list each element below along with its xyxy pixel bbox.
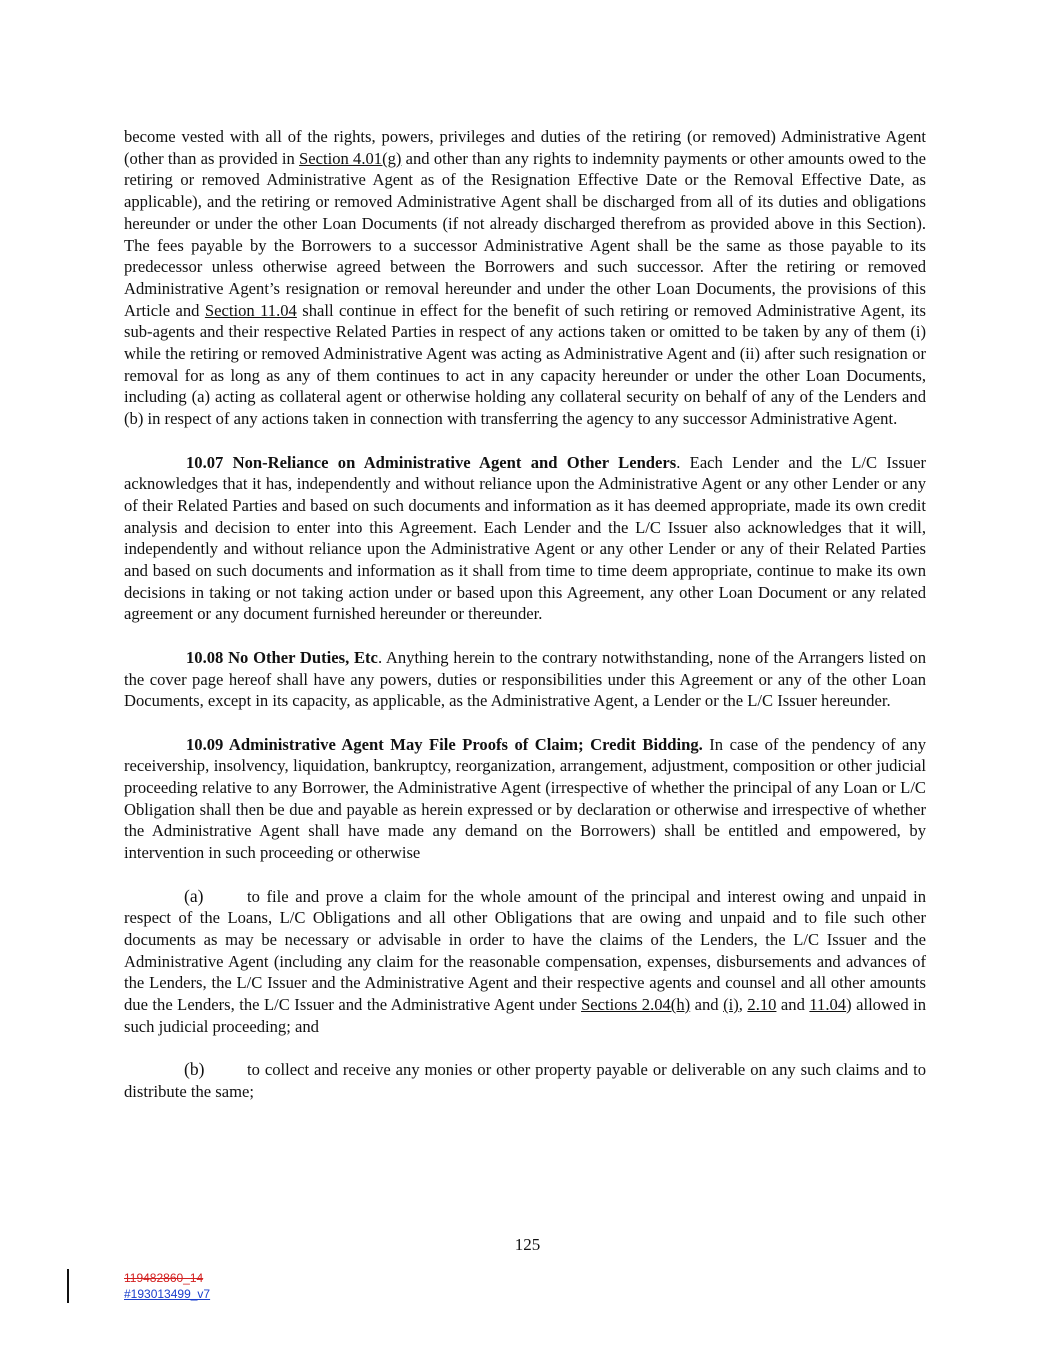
section-10-08 (124, 647, 926, 712)
section-heading: 10.08 No Other Duties, Etc (186, 647, 378, 667)
section-ref-2-04h[interactable]: Sections 2.04(h) (581, 995, 691, 1015)
section-ref-2-10[interactable]: 2.10 (747, 995, 777, 1015)
text-run: , (738, 995, 748, 1015)
page-number: 125 (514, 1235, 541, 1254)
text-run: ) allowed in such judicial proceeding; and (124, 995, 927, 1036)
paragraph-continuation (124, 126, 926, 430)
text-run: and (776, 995, 810, 1015)
text-run: become vested with all of the rights, powers, privileges and duties of the retiring (or removed) Administrative Agent (other than as provided in (124, 127, 926, 168)
section-heading: 10.09 Administrative Agent May File Proofs of Claim; Credit Bidding. (186, 734, 703, 754)
section-10-09 (124, 734, 926, 864)
section-ref-11-04[interactable]: Section 11.04 (204, 300, 297, 320)
clause-b (124, 1059, 926, 1102)
text-run: to file and prove a claim for the whole amount of the principal and interest owing and unpaid in respect of the Loans, L/C Obligations and all other Obligations that are owing and unpaid and to file such other documents as may be necessary or advisable in order to have the claims of the Lenders, the L/C Issuer and the Administrative Agent (including any claim for the reasonable compensation, expenses, disbursements and advances of the Lenders, the L/C Issuer and the Administrative Agent and their respective agents and counsel and all other amounts due the Lenders, the L/C Issuer and the Administrative Agent under (124, 886, 926, 1015)
section-body: . Anything herein to the contrary notwithstanding, none of the Arrangers listed on the cover page hereof shall have any powers, duties or responsibilities under this Agreement or any of the other Loan Documents, except in its capacity, as applicable, as the Administrative Agent, a Lender or the L/C Issuer hereunder. (124, 647, 926, 711)
text-run: to collect and receive any monies or other property payable or deliverable on any such claims and to distribute the same; (124, 1060, 926, 1101)
section-body: In case of the pendency of any receivership, insolvency, liquidation, bankruptcy, reorganization, arrangement, adjustment, composition or other judicial proceeding relative to any Borrower, the Administrative Agent (irrespective of whether the principal of any Loan or L/C Obligation shall then be due and payable as herein expressed or by declaration or otherwise and irrespective of whether the Administrative Agent shall have made any demand on the Borrowers) shall be entitled and empowered, by intervention in such proceeding or otherwise (124, 734, 926, 863)
section-heading: 10.07 Non-Reliance on Administrative Agent and Other Lenders (186, 452, 677, 472)
clause-label: (a) (184, 885, 204, 906)
text-run: and other than any rights to indemnity payments or other amounts owed to the retiring or removed Administrative Agent as of the Resignation Effective Date or the Removal Effective Date, as applicable), and the retiring or removed Administrative Agent shall be discharged from all of its duties and obligations hereunder or under the other Loan Documents (if not already discharged therefrom as provided above in this Section). The fees payable by the Borrowers to a successor Administrative Agent shall be the same as those payable to its predecessor unless otherwise agreed between the Borrowers and such successor. After the retiring or removed Administrative Agent’s resignation or removal hereunder and under the other Loan Documents, the provisions of this Article and (124, 148, 926, 320)
page-body (124, 126, 926, 1124)
doc-id-deleted: 119482860_14 (124, 1271, 204, 1285)
section-ref-4-01g[interactable]: Section 4.01(g) (299, 148, 402, 168)
clause-a (124, 886, 926, 1038)
section-10-07 (124, 452, 926, 626)
doc-id-inserted[interactable]: #193013499_v7 (124, 1287, 211, 1301)
clause-label: (b) (184, 1059, 205, 1080)
section-ref-11-04-b[interactable]: 11.04 (809, 995, 847, 1015)
section-body: . Each Lender and the L/C Issuer acknowledges that it has, independently and without reliance upon the Administrative Agent or any other Lender or any of their Related Parties and based on such documents and information as it has deemed appropriate, made its own credit analysis and decision to enter into this Agreement. Each Lender and the L/C Issuer also acknowledges that it will, independently and without reliance upon the Administrative Agent or any other Lender or any of their Related Parties and based on such documents and information as it shall from time to time deem appropriate, continue to make its own decisions in taking or not taking action under or based upon this Agreement, any other Loan Document or any related agreement or any document furnished hereunder or thereunder. (124, 452, 926, 624)
text-run: shall continue in effect for the benefit of such retiring or removed Administrative Agent, its sub-agents and their respective Related Parties in respect of any actions taken or omitted to be taken by any of them (i) while the retiring or removed Administrative Agent was acting as Administrative Agent and (ii) after such resignation or removal for as long as any of them continues to act in any capacity hereunder or under the other Loan Documents, including (a) acting as collateral agent or otherwise holding any collateral security on behalf of any of the Lenders and (b) in respect of any actions taken in connection with transferring the agency to any successor Administrative Agent. (124, 300, 926, 429)
section-ref-i[interactable]: (i) (723, 995, 739, 1015)
change-bar (67, 1269, 69, 1303)
text-run: and (690, 995, 724, 1015)
